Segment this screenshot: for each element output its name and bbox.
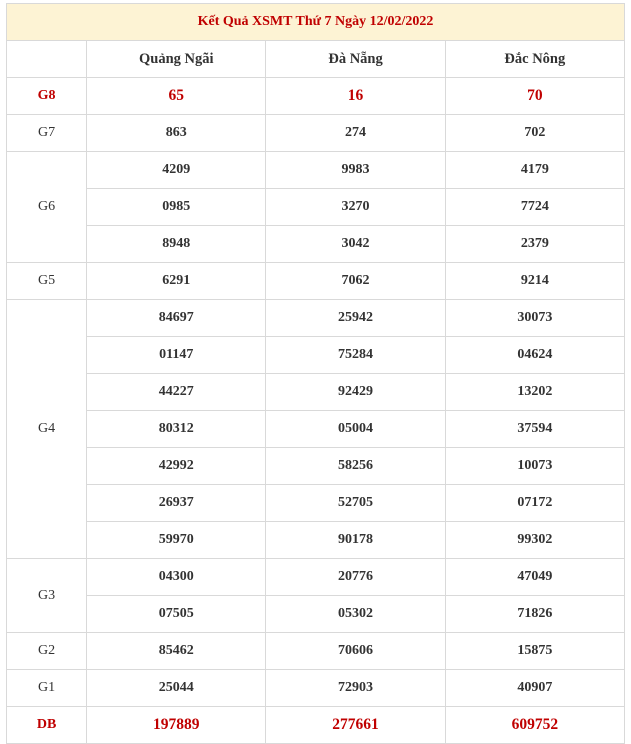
table-row <box>7 189 625 226</box>
table-row <box>7 559 625 596</box>
table-row <box>7 596 625 633</box>
result-number: 7062 <box>266 263 445 300</box>
result-number: 7724 <box>445 189 624 226</box>
result-number: 90178 <box>266 522 445 559</box>
result-number: 37594 <box>445 411 624 448</box>
result-number: 863 <box>87 115 266 152</box>
prize-label-g4: G4 <box>7 300 87 559</box>
prize-column-header <box>7 41 87 78</box>
table-row <box>7 374 625 411</box>
prize-label-g3: G3 <box>7 559 87 633</box>
table-row <box>7 485 625 522</box>
province-header-1: Đà Nẵng <box>266 41 445 78</box>
province-header-2: Đắc Nông <box>445 41 624 78</box>
result-number: 9214 <box>445 263 624 300</box>
prize-label-g7: G7 <box>7 115 87 152</box>
result-number: 05004 <box>266 411 445 448</box>
result-number: 04300 <box>87 559 266 596</box>
result-number: 01147 <box>87 337 266 374</box>
result-number: 92429 <box>266 374 445 411</box>
result-number: 42992 <box>87 448 266 485</box>
result-number: 07172 <box>445 485 624 522</box>
result-number: 59970 <box>87 522 266 559</box>
result-number: 20776 <box>266 559 445 596</box>
result-number: 16 <box>266 78 445 115</box>
result-number: 25942 <box>266 300 445 337</box>
result-number: 80312 <box>87 411 266 448</box>
prize-label-g5: G5 <box>7 263 87 300</box>
result-number: 25044 <box>87 670 266 707</box>
result-number: 8948 <box>87 226 266 263</box>
table-row <box>7 115 625 152</box>
province-header-0: Quảng Ngãi <box>87 41 266 78</box>
result-number: 30073 <box>445 300 624 337</box>
table-row <box>7 263 625 300</box>
prize-label-g6: G6 <box>7 152 87 263</box>
result-number: 26937 <box>87 485 266 522</box>
table-row <box>7 633 625 670</box>
result-number: 71826 <box>445 596 624 633</box>
result-number: 3270 <box>266 189 445 226</box>
table-row <box>7 300 625 337</box>
result-number: 9983 <box>266 152 445 189</box>
table-row <box>7 707 625 744</box>
table-row <box>7 78 625 115</box>
prize-label-g8: G8 <box>7 78 87 115</box>
lottery-results-table <box>6 3 625 744</box>
table-row <box>7 152 625 189</box>
result-number: 197889 <box>87 707 266 744</box>
prize-label-g1: G1 <box>7 670 87 707</box>
result-number: 0985 <box>87 189 266 226</box>
result-number: 70 <box>445 78 624 115</box>
result-number: 47049 <box>445 559 624 596</box>
table-row <box>7 411 625 448</box>
prize-label-g2: G2 <box>7 633 87 670</box>
result-number: 84697 <box>87 300 266 337</box>
result-number: 70606 <box>266 633 445 670</box>
result-number: 10073 <box>445 448 624 485</box>
page-title: Kết Quả XSMT Thứ 7 Ngày 12/02/2022 <box>7 4 625 41</box>
result-number: 13202 <box>445 374 624 411</box>
result-number: 75284 <box>266 337 445 374</box>
result-number: 40907 <box>445 670 624 707</box>
result-number: 609752 <box>445 707 624 744</box>
result-number: 52705 <box>266 485 445 522</box>
table-row <box>7 448 625 485</box>
table-row <box>7 226 625 263</box>
result-number: 3042 <box>266 226 445 263</box>
result-number: 274 <box>266 115 445 152</box>
prize-label-db: DB <box>7 707 87 744</box>
result-number: 4179 <box>445 152 624 189</box>
result-number: 07505 <box>87 596 266 633</box>
result-number: 4209 <box>87 152 266 189</box>
result-number: 277661 <box>266 707 445 744</box>
result-number: 58256 <box>266 448 445 485</box>
result-number: 44227 <box>87 374 266 411</box>
result-number: 05302 <box>266 596 445 633</box>
result-number: 65 <box>87 78 266 115</box>
table-row <box>7 670 625 707</box>
table-row <box>7 522 625 559</box>
result-number: 85462 <box>87 633 266 670</box>
result-number: 99302 <box>445 522 624 559</box>
table-row <box>7 337 625 374</box>
result-number: 702 <box>445 115 624 152</box>
result-number: 04624 <box>445 337 624 374</box>
province-header-row <box>7 41 625 78</box>
result-number: 2379 <box>445 226 624 263</box>
title-row <box>7 4 625 41</box>
result-number: 6291 <box>87 263 266 300</box>
result-number: 72903 <box>266 670 445 707</box>
result-number: 15875 <box>445 633 624 670</box>
